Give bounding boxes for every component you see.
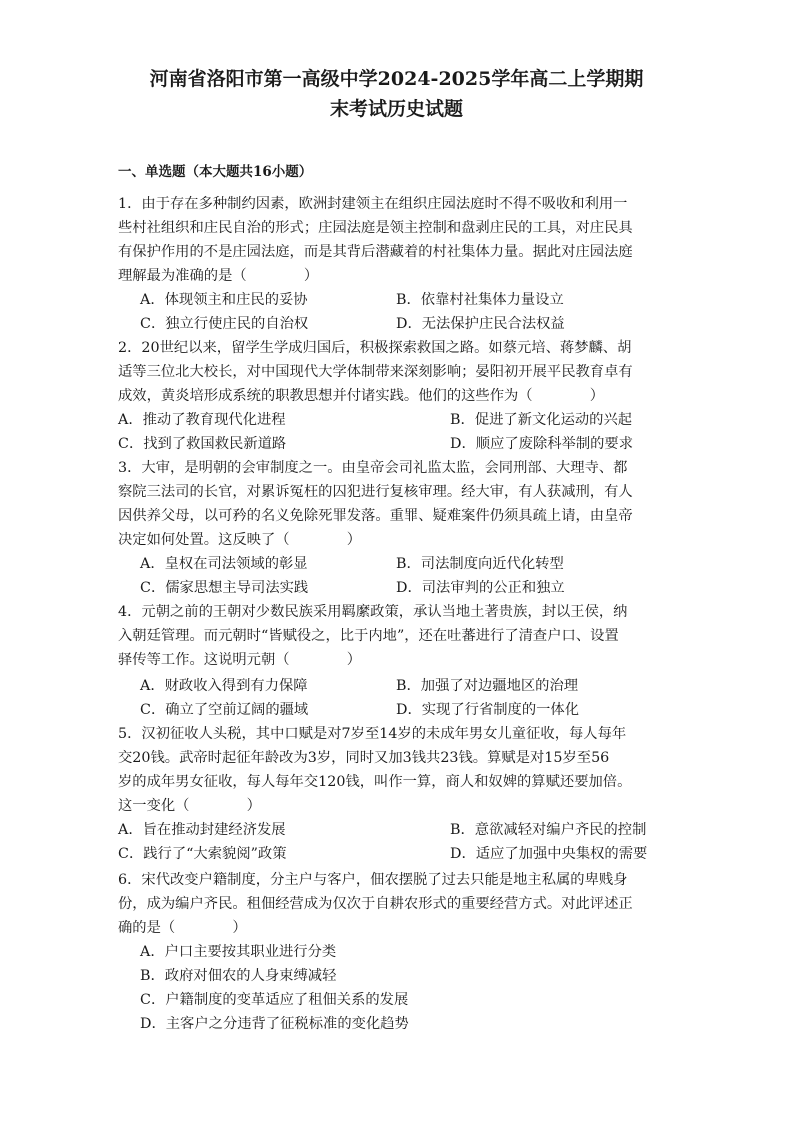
option-d: D．顺应了废除科举制的要求 — [450, 436, 634, 452]
option-c: C．独立行使庄民的自治权 — [140, 316, 309, 332]
question-text-line: 2．20世纪以来，留学生学成归国后，积极探索救国之路。如蔡元培、蒋梦麟、胡 — [118, 340, 632, 356]
option-a: A．旨在推动封建经济发展 — [118, 822, 286, 838]
option-a: A．户口主要按其职业进行分类 — [140, 944, 337, 960]
question-text-line: 3．大审，是明朝的会审制度之一。由皇帝会司礼监太监，会同刑部、大理寺、都 — [118, 460, 628, 476]
option-c: C．户籍制度的变革适应了租佃关系的发展 — [140, 992, 409, 1008]
question-text-line: 这一变化（ ） — [118, 798, 261, 814]
section-heading: 一、单选题（本大题共16小题） — [118, 164, 313, 180]
option-c: C．确立了空前辽阔的疆域 — [140, 702, 309, 718]
option-b: B．加强了对边疆地区的治理 — [396, 678, 579, 694]
document-title-line2: 末考试历史试题 — [329, 98, 463, 120]
option-a: A．财政收入得到有力保障 — [140, 678, 308, 694]
question-text-line: 成效，黄炎培形成系统的职教思想并付诸实践。他们的这些作为（ ） — [118, 388, 605, 404]
question-text-line: 入朝廷管理。而元朝时“皆赋役之，比于内地”，还在吐蕃进行了清查户口、设置 — [118, 628, 619, 644]
question-text-line: 理解最为准确的是（ ） — [118, 268, 319, 284]
question-text-line: 5．汉初征收人头税，其中口赋是对7岁至14岁的未成年男女儿童征收，每人每年 — [118, 726, 627, 742]
option-d: D．适应了加强中央集权的需要 — [450, 846, 648, 862]
option-a: A．推动了教育现代化进程 — [118, 412, 286, 428]
question-text-line: 有保护作用的不是庄园法庭，而是其背后潜藏着的村社集体力量。据此对庄园法庭 — [118, 244, 633, 260]
option-b: B．促进了新文化运动的兴起 — [450, 412, 633, 428]
question-text-line: 确的是（ ） — [118, 920, 247, 936]
option-d: D．主客户之分违背了征税标准的变化趋势 — [140, 1016, 409, 1032]
question-text-line: 交20钱。武帝时起征年龄改为3岁，同时又加3钱共23钱。算赋是对15岁至56 — [118, 750, 610, 766]
question-text-line: 1．由于存在多种制约因素，欧洲封建领主在组织庄园法庭时不得不吸收和利用一 — [118, 196, 628, 212]
option-a: A．皇权在司法领域的彰显 — [140, 556, 308, 572]
question-text-line: 4．元朝之前的王朝对少数民族采用羁縻政策，承认当地土著贵族，封以王侯，纳 — [118, 604, 628, 620]
document-title-line1: 河南省洛阳市第一高级中学2024-2025学年高二上学期期 — [149, 68, 644, 90]
option-c: C．找到了救国救民新道路 — [118, 436, 287, 452]
option-d: D．无法保护庄民合法权益 — [396, 316, 565, 332]
question-text-line: 适等三位北大校长，对中国现代大学体制带来深刻影响；晏阳初开展平民教育卓有 — [118, 364, 633, 380]
option-a: A．体现领主和庄民的妥协 — [140, 292, 308, 308]
question-text-line: 察院三法司的长官，对累诉冤枉的囚犯进行复核审理。经大审，有人获减刑，有人 — [118, 484, 633, 500]
question-text-line: 决定如何处置。这反映了（ ） — [118, 532, 362, 548]
question-text-line: 些村社组织和庄民自治的形式；庄园法庭是领主控制和盘剥庄民的工具，对庄民具 — [118, 220, 633, 236]
option-d: D．实现了行省制度的一体化 — [396, 702, 580, 718]
option-c: C．儒家思想主导司法实践 — [140, 580, 309, 596]
option-c: C．践行了“大索貌阅”政策 — [118, 846, 287, 862]
option-b: B．政府对佃农的人身束缚减轻 — [140, 968, 337, 984]
option-d: D．司法审判的公正和独立 — [396, 580, 565, 596]
question-text-line: 6．宋代改变户籍制度，分主户与客户，佃农摆脱了过去只能是地主私属的卑贱身 — [118, 872, 628, 888]
option-b: B．司法制度向近代化转型 — [396, 556, 564, 572]
question-text-line: 驿传等工作。这说明元朝（ ） — [118, 652, 362, 668]
question-text-line: 岁的成年男女征收，每人每年交120钱，叫作一算，商人和奴婢的算赋还要加倍。 — [118, 774, 632, 790]
option-b: B．意欲减轻对编户齐民的控制 — [450, 822, 647, 838]
question-text-line: 因供养父母，以可矜的名义免除死罪发落。重罪、疑难案件仍须具疏上请，由皇帝 — [118, 508, 633, 524]
option-b: B．依靠村社集体力量设立 — [396, 292, 564, 308]
question-text-line: 份，成为编户齐民。租佃经营成为仅次于自耕农形式的重要经营方式。对此评述正 — [118, 896, 633, 912]
